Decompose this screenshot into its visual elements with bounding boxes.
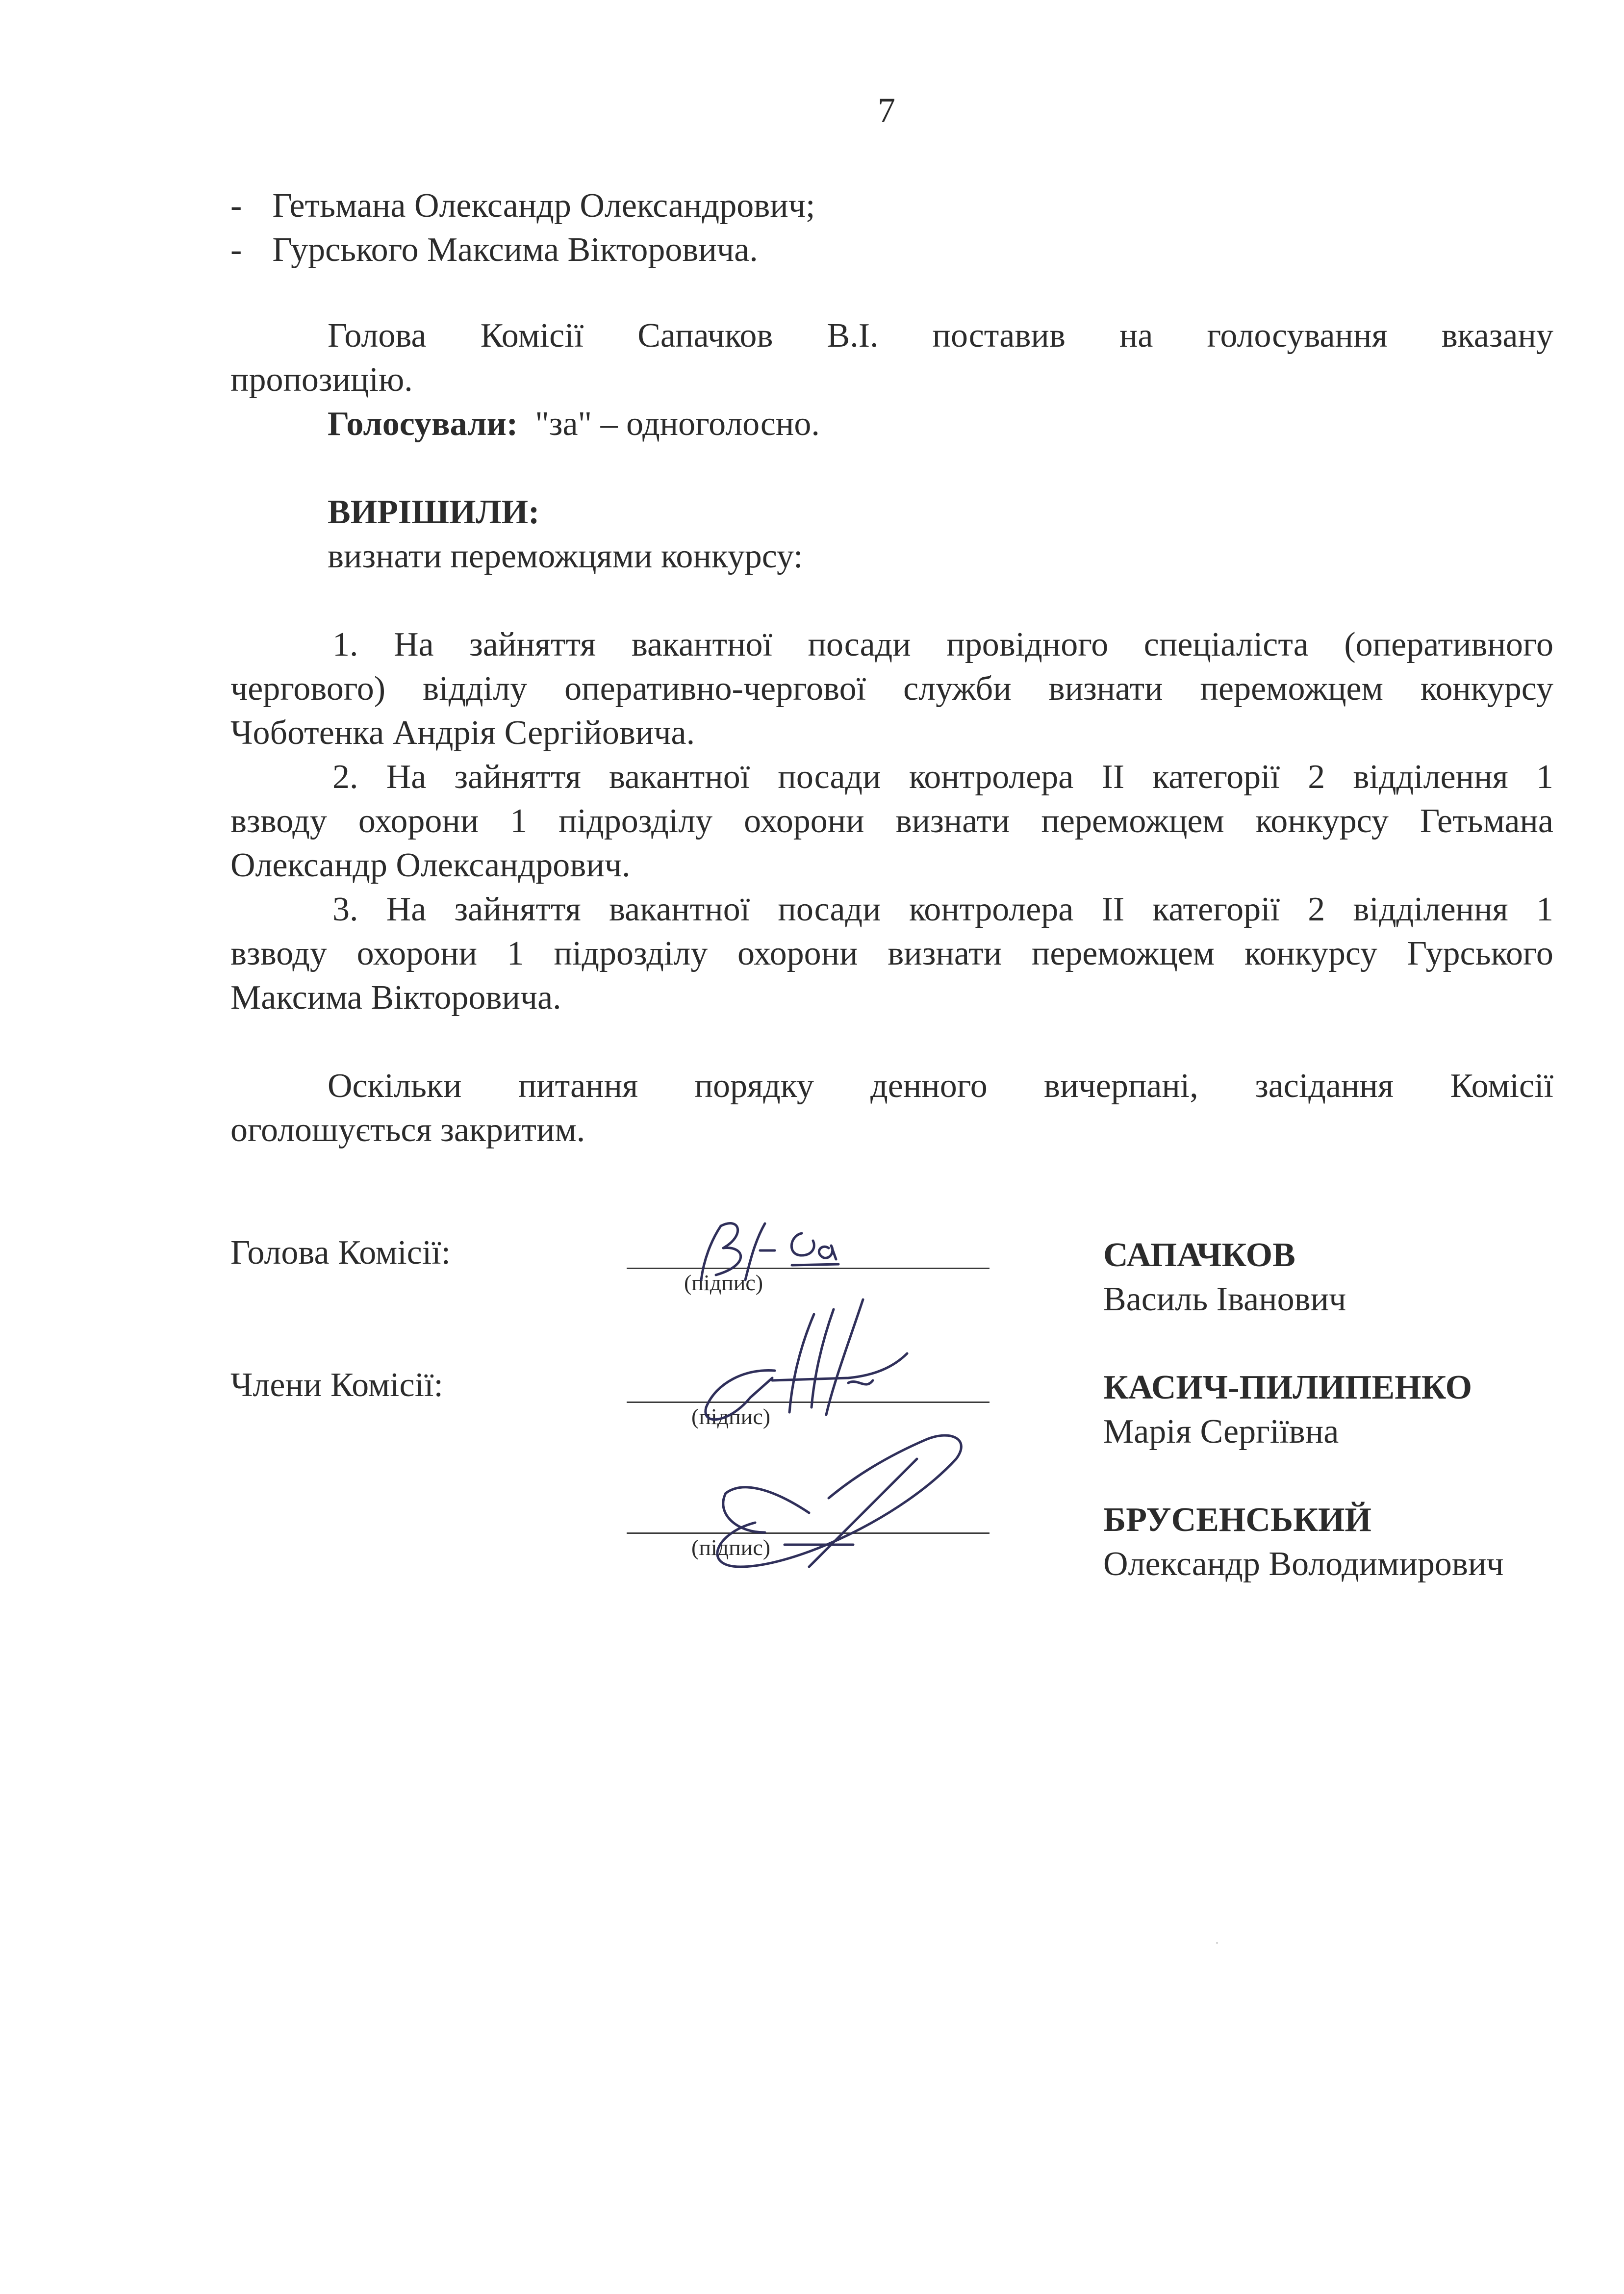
decision-line [332, 888, 1553, 932]
word: підрозділу [554, 935, 708, 972]
word: визнати [1048, 670, 1163, 708]
signatory-given-names: Олександр Володимирович [1103, 1545, 1504, 1583]
word: Оскільки [328, 1067, 462, 1105]
word: Гетьмана [1420, 802, 1553, 840]
word: конкурсу [1244, 935, 1378, 972]
word: охорони [737, 935, 858, 972]
signatory-surname: БРУСЕНСЬКИЙ [1103, 1501, 1371, 1539]
list-item [230, 228, 758, 272]
word: вказану [1441, 317, 1553, 355]
word: на [1119, 317, 1153, 355]
decision-line [332, 623, 1553, 667]
word: посади [778, 891, 881, 928]
signatory-given-names: Марія Сергіївна [1103, 1413, 1339, 1451]
word: засідання [1255, 1067, 1394, 1105]
list-item-text: Гетьмана Олександр Олександрович; [272, 187, 815, 225]
word: вакантної [609, 758, 750, 796]
word: 2 [1308, 891, 1325, 928]
word: 1. [332, 626, 358, 663]
signature-hint: (підпис) [691, 1404, 771, 1429]
word: служби [903, 670, 1012, 708]
word: зайняття [469, 626, 596, 663]
word: ІІ [1101, 758, 1125, 796]
list-dash: - [230, 187, 242, 225]
word: охорони [744, 802, 864, 840]
signatory-given-names: Василь Іванович [1103, 1280, 1346, 1318]
word: переможцем [1041, 802, 1224, 840]
signature-hint: (підпис) [684, 1270, 763, 1295]
word: 2 [1308, 758, 1325, 796]
word: визнати [888, 935, 1002, 972]
word: конкурсу [1420, 670, 1553, 708]
word: відділення [1353, 891, 1508, 928]
decision-line-last: Максима Вікторовича. [230, 979, 561, 1017]
word: денного [870, 1067, 988, 1105]
word: 1 [1536, 891, 1553, 928]
signatory-surname: КАСИЧ-ПИЛИПЕНКО [1103, 1369, 1472, 1406]
word: Комісії [1450, 1067, 1553, 1105]
word: чергового) [230, 670, 386, 708]
word: посади [778, 758, 881, 796]
word: 3. [332, 891, 358, 928]
word: категорії [1152, 758, 1280, 796]
word: Сапачков [637, 317, 773, 355]
word: Комісії [480, 317, 584, 355]
word: посади [808, 626, 911, 663]
vote-label: Голосували: [328, 405, 518, 443]
paragraph-proposal-continuation: пропозицію. [230, 361, 413, 399]
decided-heading: ВИРІШИЛИ: [328, 493, 540, 531]
vote-value: "за" – одноголосно. [535, 405, 820, 443]
paragraph-proposal-line [328, 314, 1553, 358]
word: контролера [909, 891, 1074, 928]
vote-result [328, 402, 820, 446]
chair-label: Голова Комісії: [230, 1234, 451, 1272]
closing-line [328, 1064, 1553, 1108]
word: поставив [932, 317, 1066, 355]
decided-subheading: визнати переможцями конкурсу: [328, 537, 803, 575]
word: відділення [1353, 758, 1508, 796]
word: На [386, 758, 427, 796]
decision-line [332, 755, 1553, 799]
word: переможцем [1031, 935, 1215, 972]
word: переможцем [1200, 670, 1383, 708]
signature-image [686, 1285, 941, 1442]
signature-image [696, 1420, 971, 1581]
word: вичерпані, [1044, 1067, 1198, 1105]
word: оперативно-чергової [564, 670, 866, 708]
closing-continuation: оголошується закритим. [230, 1111, 585, 1149]
word: Голова [328, 317, 427, 355]
word: питання [518, 1067, 638, 1105]
word: голосування [1207, 317, 1388, 355]
signatory-surname: САПАЧКОВ [1103, 1236, 1295, 1274]
word: На [393, 626, 434, 663]
decision-line [230, 932, 1553, 976]
scan-speck [1216, 1942, 1218, 1944]
word: взводу [230, 802, 327, 840]
word: 2. [332, 758, 358, 796]
word: вакантної [631, 626, 773, 663]
list-item [230, 184, 815, 228]
word: Гурського [1407, 935, 1553, 972]
page-number: 7 [878, 91, 895, 130]
word: категорії [1152, 891, 1280, 928]
list-item-text: Гурського Максима Вікторовича. [272, 231, 758, 269]
word: порядку [694, 1067, 814, 1105]
word: спеціаліста [1143, 626, 1309, 663]
word: відділу [423, 670, 528, 708]
word: конкурсу [1255, 802, 1389, 840]
decision-line-last: Олександр Олександрович. [230, 846, 631, 884]
list-dash: - [230, 231, 242, 269]
word: ІІ [1101, 891, 1125, 928]
decision-line [230, 799, 1553, 843]
word: В.І. [827, 317, 879, 355]
word: 1 [507, 935, 524, 972]
word: охорони [358, 802, 479, 840]
word: охорони [356, 935, 478, 972]
word: 1 [510, 802, 528, 840]
signature-hint: (підпис) [691, 1535, 771, 1560]
word: зайняття [454, 758, 581, 796]
decision-line-last: Чоботенка Андрія Сергійовича. [230, 714, 695, 752]
word: зайняття [454, 891, 581, 928]
members-label: Члени Комісії: [230, 1366, 443, 1404]
word: підрозділу [558, 802, 713, 840]
word: вакантної [609, 891, 750, 928]
decision-line [230, 667, 1553, 711]
word: контролера [909, 758, 1074, 796]
word: провідного [946, 626, 1109, 663]
word: 1 [1536, 758, 1553, 796]
word: На [386, 891, 427, 928]
word: (оперативного [1344, 626, 1553, 663]
word: визнати [895, 802, 1010, 840]
word: взводу [230, 935, 327, 972]
